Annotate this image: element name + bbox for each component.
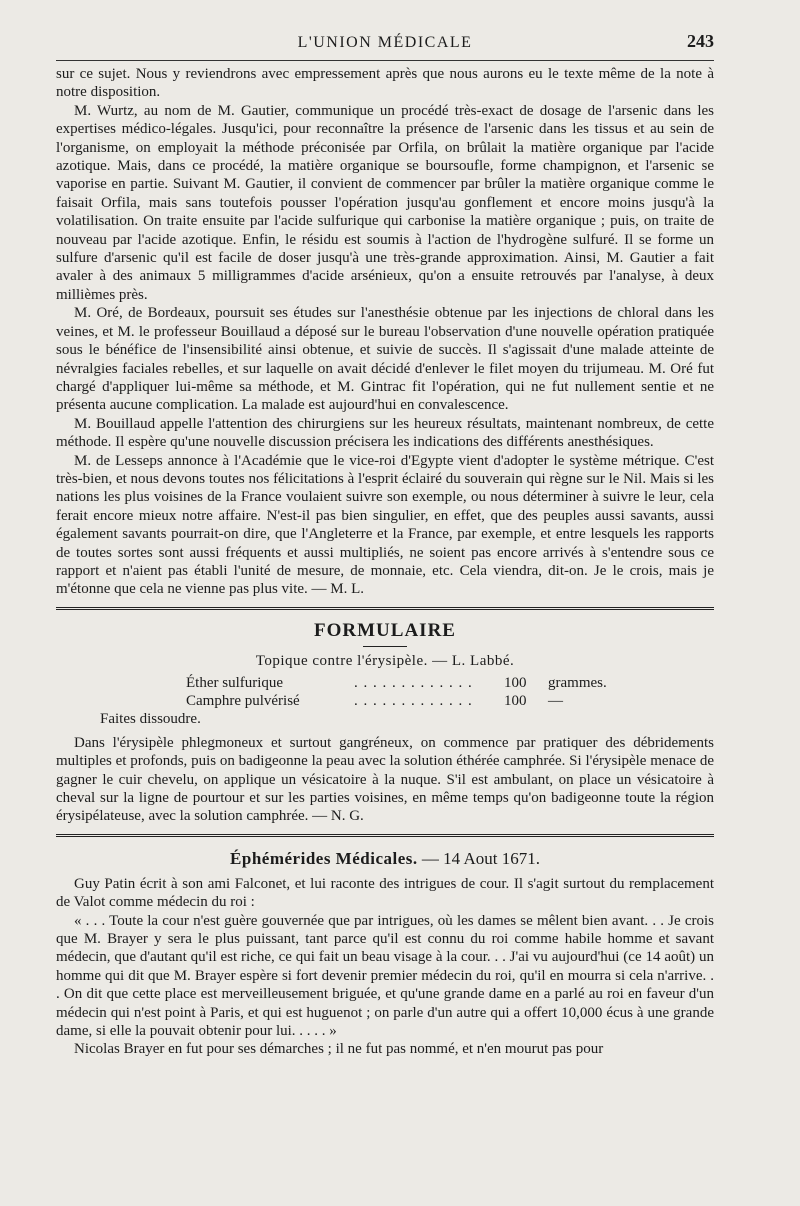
ephemerides-section — [56, 849, 714, 1059]
ingredient-row — [186, 674, 714, 692]
ingredient-qty: 100 — [504, 674, 527, 691]
formulaire-section — [56, 620, 714, 826]
ingredient-qty: 100 — [504, 692, 527, 709]
header-rule — [56, 60, 714, 61]
paragraph: sur ce sujet. Nous y reviendrons avec empressement après que nous aurons eu le texte même de la note à notre disposition. — [56, 66, 714, 101]
ingredient-row — [186, 692, 714, 710]
journal-title: L'UNION MÉDICALE — [297, 34, 473, 51]
section-divider — [56, 607, 714, 610]
paragraph: Dans l'érysipèle phlegmoneux et surtout gangréneux, on commence par pratiquer des débridements multiples et profonds, puis on badigeonne la peau avec la solution éthérée camphrée. Si l'érysipèle menace de gagner le cuir chevelu, on applique un vésicatoire à la nuque. S'il est ambulant, on place un vésicatoire à cheval sur la ligne de pourtour et sur les parties voisines, en même temps qu'on badigeonne toute la région érysipélateuse, avec la solution camphrée. — N. G. — [56, 734, 714, 825]
paragraph: M. de Lesseps annonce à l'Académie que le vice-roi d'Egypte vient d'adopter le système métrique. C'est très-bien, et nous devons toutes nos félicitations à l'esprit éclairé du souverain qui règne sur le Nil. Mais si les nations les plus voisines de la France voulaient suivre son exemple, ou nous déterminer à suivre le leur, cela ferait encore mieux notre affaire. N'est-il pas bien singulier, en effet, que des peuples aussi savants, aussi également savants pourrait-on dire, que l'Angleterre et la France, par exemple, et entre lesquels les rapports de toutes sortes sont aussi fréquents et aussi multipliés, ne soient pas encore arrivés à s'entendre sous ce rapport et n'aient pas établi l'unité de mesure, de monnaie, etc. Cela viendra, dit-on. Je le crois, mais je m'étonne que cela ne vienne pas plus vite. — M. L. — [56, 452, 714, 598]
instruction: Faites dissoudre. — [100, 710, 201, 727]
paragraph: Nicolas Brayer en fut pour ses démarches ; il ne fut pas nommé, et n'en mourut pas pour — [74, 1041, 604, 1058]
leader-dots: . . . . . . . . . . . . . — [354, 674, 473, 691]
leader-dots: . . . . . . . . . . . . . — [354, 692, 473, 709]
academy-report — [56, 65, 714, 599]
ingredient-unit: — — [548, 692, 563, 709]
ephemerides-heading: Éphémérides Médicales. — [230, 848, 418, 868]
section-title: FORMULAIRE — [314, 619, 456, 641]
recipe-title: Topique contre l'érysipèle. — L. Labbé. — [255, 652, 515, 669]
ingredient-unit: grammes. — [548, 674, 607, 691]
running-header — [56, 30, 714, 58]
paragraph: M. Oré, de Bordeaux, poursuit ses études sur l'anesthésie obtenue par les injections de chloral dans les veines, et M. le professeur Bouillaud a déposé sur le bureau l'observation d'une nouvelle opération pratiquée sous le bénéfice de l'insensibilité ainsi obtenue, et suivie de succès. Il s'agissait d'une malade atteinte de névralgies faciales rebelles, et sur laquelle on avait décidé d'enlever le filet moyen du trijumeau. M. Oré fut chargé d'appliquer lui-même sa méthode, et M. Gintrac fit l'opération, qui ne fut nullement sentie et ne présenta aucune complication. La malade est aujourd'hui en convalescence. — [56, 305, 714, 414]
quotation: « . . . Toute la cour n'est guère gouvernée que par intrigues, où les dames se mêlent bien avant. . . Je crois que M. Brayer y sera le plus puissant, tant parce qu'il est connu du roi comme habile homme et savant médecin, que d'autant qu'il est riche, ce qui fait un beau visage à la cour. . . J'ai vu aujourd'hui (ce 14 août) un homme qui dit que M. Brayer espère si fort devenir premier médecin du roi, qu'il en mourra si cela n'arrive. . . On dit que cette place est merveilleusement briguée, et qu'une grande dame en a parlé au roi en faveur d'un médecin qui n'est point à Paris, et qui est huguenot ; on parle d'un autre qui a offert 10,000 écus à une grande dame, si elle la pouvait obtenir pour lui. . . . . » — [56, 912, 714, 1040]
section-divider — [56, 834, 714, 837]
paragraph: M. Bouillaud appelle l'attention des chirurgiens sur les heureux résultats, maintenant nombreux, de cette méthode. Il espère qu'une nouvelle discussion précisera les indications des différents anesthésiques. — [56, 415, 714, 451]
paragraph: M. Wurtz, au nom de M. Gautier, communique un procédé très-exact de dosage de l'arsenic dans les expertises médico-légales. Jusqu'ici, pour reconnaître la présence de l'arsenic dans les tissus et au sein de l'organisme, on employait la méthode préconisée par Orfila, on brûlait la matière organique par l'acide azotique. Mais, dans ce procédé, la matière organique se boursoufle, forme champignon, et l'arsenic se vaporise en partie. Suivant M. Gautier, il convient de commencer par brûler la matière organique comme le faisait Orfila, mais sans toutefois pousser l'opération jusqu'au gonflement et encore moins jusqu'à la volatilisation. On traite ensuite par l'acide sulfurique qui carbonise la matière organique ; puis, on traite de nouveau par l'acide azotique. Enfin, le résidu est soumis à l'action de l'hydrogène sulfuré. Il se forme un sulfure d'arsenic qu'il est facile de doser jusqu'à une très-grande approximation. Ainsi, M. Gautier a fait avaler à des animaux 5 milligrammes d'acide arsénieux, qu'on a ensuite retrouvés par l'analyse, à deux millièmes près. — [56, 102, 714, 303]
ingredient-name: Camphre pulvérisé — [186, 692, 300, 709]
ephemerides-date: — 14 Aout 1671. — [421, 848, 540, 868]
ingredient-name: Éther sulfurique — [186, 674, 284, 691]
page-number: 243 — [687, 31, 714, 51]
title-rule — [363, 646, 407, 647]
paragraph: Guy Patin écrit à son ami Falconet, et lui raconte des intrigues de cour. Il s'agit surtout du remplacement de Valot comme médecin du roi : — [56, 875, 714, 911]
section-title — [56, 849, 714, 869]
